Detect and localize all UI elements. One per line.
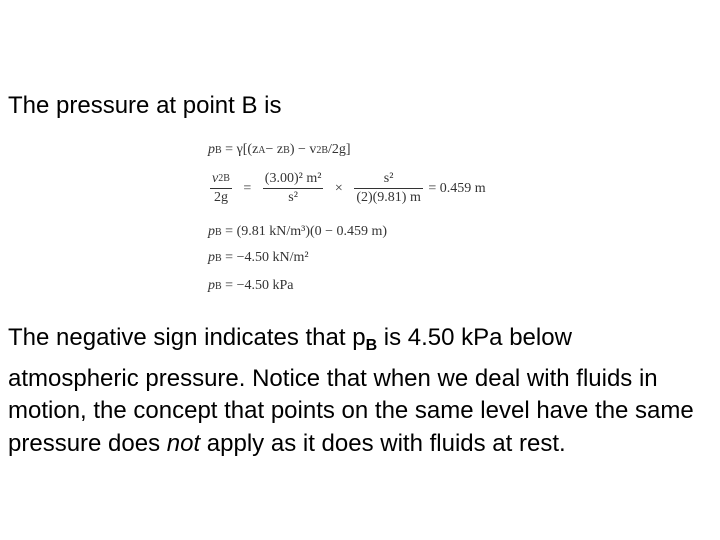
eq1-rhs-a: = γ[(z [225, 142, 259, 157]
explanation-paragraph [8, 322, 708, 460]
eq1-lhs-var: p [208, 142, 215, 157]
eq2-fraction-2 [354, 170, 423, 207]
eq2-den: 2g [213, 190, 228, 206]
eq2-num-sub: B [223, 173, 230, 184]
eq2-result: = 0.459 m [428, 180, 486, 196]
eq3-rhs: = (9.81 kN/m³)(0 − 0.459 m) [225, 224, 388, 239]
eq1-rhs-c: ) − v [289, 142, 317, 157]
eq1-rhs-b: − z [265, 142, 284, 157]
eq1-lhs-sub: B [215, 144, 222, 156]
eq4-lhs-sub: B [215, 252, 222, 264]
eq1-sub-a: A [258, 144, 266, 156]
eq1-rhs-d: /2g] [328, 142, 351, 157]
equation-result-kpa [208, 278, 293, 302]
eq2-frac1-den: s² [288, 190, 298, 206]
equation-block [208, 140, 528, 302]
eq3-lhs-sub: B [215, 226, 222, 238]
eq3-lhs-var: p [208, 224, 215, 239]
equation-pressure-b [208, 142, 351, 166]
eq2-frac1-num: (3.00)² m² [263, 170, 324, 189]
eq4-rhs: = −4.50 kN/m² [225, 250, 309, 265]
eq1-sub-b: B [283, 144, 290, 156]
eq2-times: × [334, 180, 343, 196]
eq2-num-sup: 2 [218, 173, 224, 184]
body-part-3: apply as it does with fluids at rest. [200, 429, 566, 457]
eq5-lhs-sub: B [215, 280, 222, 292]
body-part-2: is 4.50 kPa below atmospheric pressure. Notice that when we deal with fluids in motion, the concept that points on the same level have the same pressure does [8, 324, 694, 457]
eq2-frac2-num: s² [354, 170, 423, 189]
body-emphasis: not [166, 429, 201, 457]
equation-result-kn [208, 250, 309, 274]
eq2-frac2-den: (2)(9.81) m [356, 190, 421, 206]
eq2-fraction-1 [263, 170, 324, 207]
body-part-1: The negative sign indicates that p [8, 324, 366, 351]
equation-velocity-head [208, 170, 486, 214]
eq5-rhs: = −4.50 kPa [225, 278, 294, 293]
eq2-equals: = [243, 180, 252, 196]
eq2-lhs-fraction [210, 170, 232, 207]
eq4-lhs-var: p [208, 250, 215, 265]
eq1-sup: 2 [316, 144, 322, 156]
eq1-sub-b2: B [321, 144, 329, 156]
body-sub-b: B [365, 337, 378, 354]
equation-substitution [208, 224, 387, 248]
intro-text: The pressure at point B is [8, 92, 282, 119]
eq5-lhs-var: p [208, 278, 215, 293]
eq2-num-var: v [212, 171, 219, 186]
